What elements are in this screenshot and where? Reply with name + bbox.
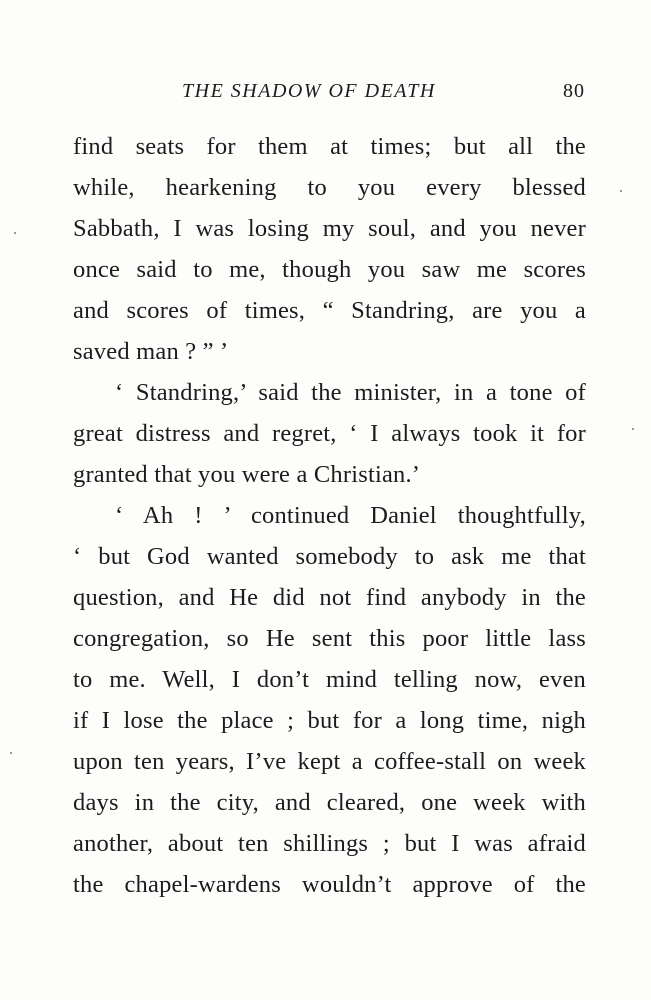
text-line: upon ten years, I’ve kept a coffee-stall on week bbox=[73, 748, 586, 775]
paper-speck bbox=[620, 190, 622, 192]
text-line: congregation, so He sent this poor little lass bbox=[73, 625, 586, 652]
paper-speck bbox=[14, 232, 16, 234]
running-header bbox=[70, 80, 585, 110]
text-line: granted that you were a Christian.’ bbox=[73, 461, 421, 488]
text-line: saved man ? ” ’ bbox=[73, 338, 229, 365]
text-line: if I lose the place ; but for a long time, nigh bbox=[73, 707, 586, 734]
text-line: and scores of times, “ Standring, are you a bbox=[73, 297, 586, 324]
page-number: 80 bbox=[563, 80, 585, 102]
text-line: ‘ Standring,’ said the minister, in a tone of bbox=[115, 379, 586, 406]
text-line: great distress and regret, ‘ I always took it for bbox=[73, 420, 586, 447]
text-line: ‘ Ah ! ’ continued Daniel thoughtfully, bbox=[115, 502, 586, 529]
text-line: Sabbath, I was losing my soul, and you never bbox=[73, 215, 586, 242]
text-line: ‘ but God wanted somebody to ask me that bbox=[73, 543, 586, 570]
text-line: question, and He did not find anybody in the bbox=[73, 584, 586, 611]
body-text bbox=[73, 126, 586, 905]
text-line: the chapel-wardens wouldn’t approve of the bbox=[73, 871, 586, 898]
text-line: another, about ten shillings ; but I was afraid bbox=[73, 830, 586, 857]
running-title: THE SHADOW OF DEATH bbox=[182, 80, 436, 102]
paper-speck bbox=[10, 752, 12, 754]
text-line: to me. Well, I don’t mind telling now, even bbox=[73, 666, 586, 693]
text-line: days in the city, and cleared, one week with bbox=[73, 789, 586, 816]
text-line: find seats for them at times; but all the bbox=[73, 133, 586, 160]
text-line: once said to me, though you saw me scores bbox=[73, 256, 586, 283]
text-line: while, hearkening to you every blessed bbox=[73, 174, 586, 201]
paper-speck bbox=[632, 428, 634, 430]
